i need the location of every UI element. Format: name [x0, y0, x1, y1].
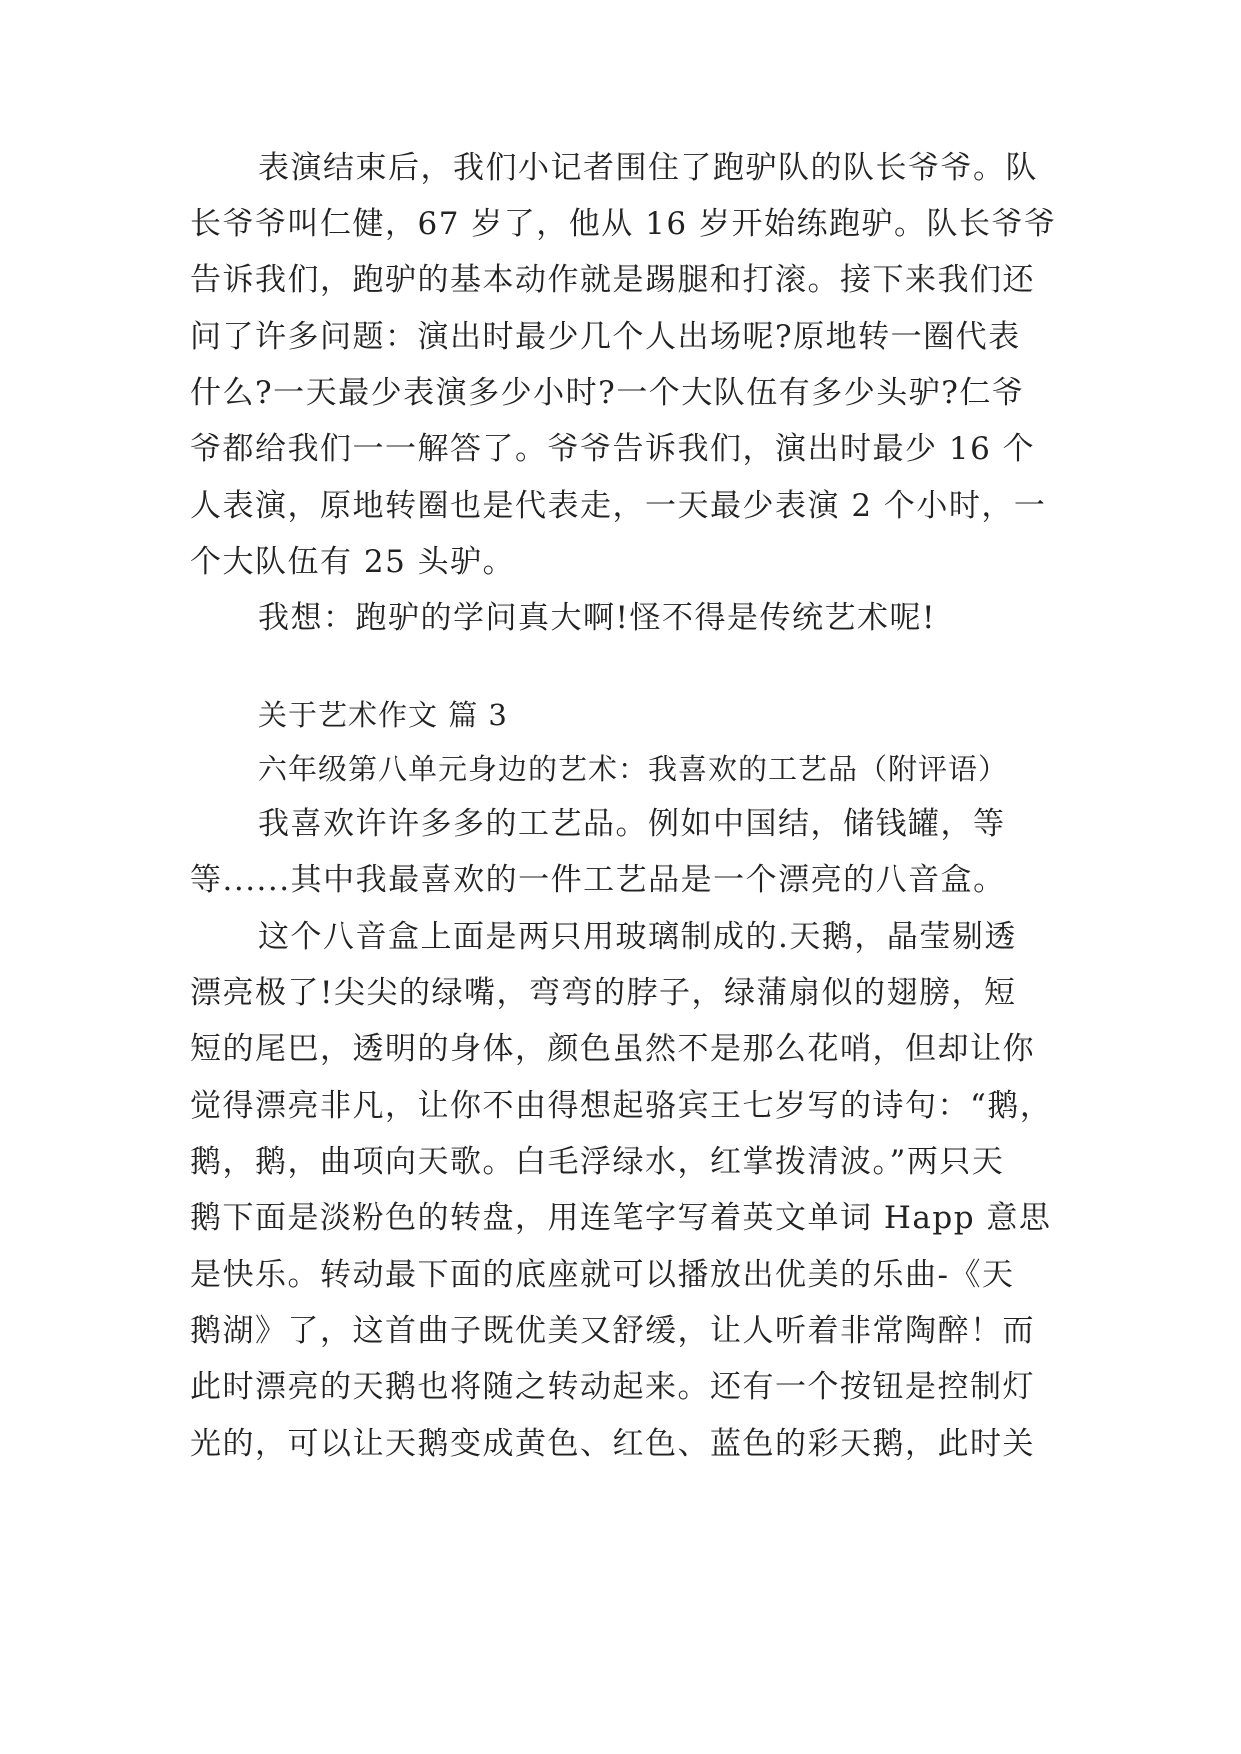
paragraph-line: 我喜欢许许多多的工艺品。例如中国结，储钱罐，等 [258, 806, 1006, 842]
paragraph-line: 此时漂亮的天鹅也将随之转动起来。还有一个按钮是控制灯 [190, 1369, 1035, 1405]
paragraph-line: 鹅，鹅，曲项向天歌。白毛浮绿水，红掌拨清波。”两只天 [190, 1144, 1005, 1180]
paragraph-line: 爷都给我们一一解答了。爷爷告诉我们，演出时最少 16 个 [190, 431, 1036, 467]
section-title: 关于艺术作文 篇 3 [258, 698, 508, 732]
paragraph-line: 个大队伍有 25 头驴。 [190, 544, 516, 580]
paragraph-line: 光的，可以让天鹅变成黄色、红色、蓝色的彩天鹅，此时关 [190, 1426, 1035, 1462]
paragraph-line: 等......其中我最喜欢的一件工艺品是一个漂亮的八音盒。 [190, 862, 1006, 898]
paragraph-line: 觉得漂亮非凡，让你不由得想起骆宾王七岁写的诗句：“鹅， [190, 1088, 1053, 1124]
paragraph-line: 长爷爷叫仁健，67 岁了，他从 16 岁开始练跑驴。队长爷爷 [190, 206, 1057, 242]
paragraph-line: 问了许多问题：演出时最少几个人出场呢?原地转一圈代表 [190, 319, 1021, 355]
paragraph-line: 表演结束后，我们小记者围住了跑驴队的队长爷爷。队 [258, 150, 1038, 186]
paragraph-line: 告诉我们，跑驴的基本动作就是踢腿和打滚。接下来我们还 [190, 262, 1035, 298]
section-subtitle: 六年级第八单元身边的艺术：我喜欢的工艺品（附评语） [258, 752, 1009, 786]
paragraph-line: 鹅湖》了，这首曲子既优美又舒缓，让人听着非常陶醉！而 [190, 1313, 1035, 1349]
paragraph-line: 短的尾巴，透明的身体，颜色虽然不是那么花哨，但却让你 [190, 1031, 1035, 1067]
paragraph-line: 什么?一天最少表演多少小时?一个大队伍有多少头驴?仁爷 [190, 375, 1025, 411]
paragraph-line: 人表演，原地转圈也是代表走，一天最少表演 2 个小时，一 [190, 488, 1047, 524]
conclusion-line: 我想：跑驴的学问真大啊!怪不得是传统艺术呢! [258, 600, 936, 636]
paragraph-line: 漂亮极了!尖尖的绿嘴，弯弯的脖子，绿蒲扇似的翅膀，短 [190, 975, 1017, 1011]
paragraph-line: 这个八音盒上面是两只用玻璃制成的.天鹅，晶莹剔透 [258, 919, 1017, 955]
paragraph-line: 鹅下面是淡粉色的转盘，用连笔字写着英文单词 Happ 意思 [190, 1200, 1052, 1236]
paragraph-line: 是快乐。转动最下面的底座就可以播放出优美的乐曲-《天 [190, 1257, 1015, 1293]
